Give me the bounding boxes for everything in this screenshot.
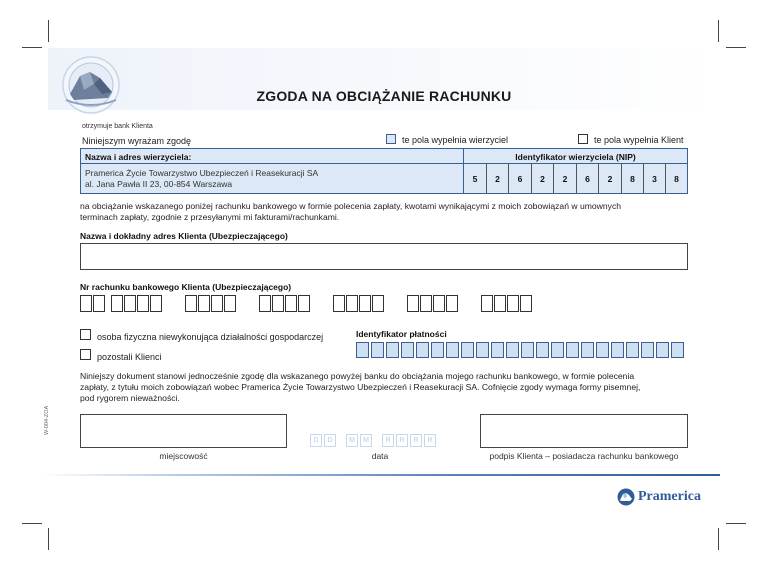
payment-id-cell[interactable] — [401, 342, 414, 358]
creditor-table — [80, 148, 688, 194]
payment-id-cell[interactable] — [551, 342, 564, 358]
place-caption: miejscowość — [159, 451, 208, 461]
account-cell[interactable] — [446, 295, 458, 312]
option-other-label: pozostali Klienci — [97, 352, 162, 362]
disclaimer-line3: pod rygorem nieważności. — [80, 393, 180, 403]
side-code: W-004-ZOA — [44, 405, 50, 435]
payment-id-cell[interactable] — [431, 342, 444, 358]
rock-logo-icon — [60, 54, 122, 116]
consent-text-line1: na obciążanie wskazanego poniżej rachunku bankowego w formie polecenia zapłaty, kwotami wynikającymi z moich zobowiązań w umownych — [80, 201, 622, 211]
payment-id-cell[interactable] — [491, 342, 504, 358]
account-cell[interactable] — [259, 295, 271, 312]
client-address-label: Nazwa i dokładny adres Klienta (Ubezpieczającego) — [80, 231, 288, 241]
creditor-name-label: Nazwa i adres wierzyciela: — [85, 152, 192, 162]
creditor-name-line2: al. Jana Pawła II 23, 00-854 Warszawa — [85, 179, 233, 189]
date-cell-year[interactable]: R — [410, 434, 422, 447]
place-field[interactable] — [80, 414, 287, 448]
account-cell[interactable] — [507, 295, 519, 312]
account-cell[interactable] — [198, 295, 210, 312]
payment-id-cell[interactable] — [596, 342, 609, 358]
account-cell[interactable] — [494, 295, 506, 312]
payment-id-cell[interactable] — [356, 342, 369, 358]
legend-creditor-box — [386, 134, 396, 144]
pramerica-logo-icon — [617, 488, 635, 506]
date-cell-year[interactable]: R — [396, 434, 408, 447]
disclaimer-line2: zapłaty, z tytułu moich zobowiązań wobec Pramerica Życie Towarzystwo Ubezpieczeń i Reasekuracji SA. Cofnięcie zgody wymaga formy pisemnej, — [80, 382, 641, 392]
payment-id-cell[interactable] — [521, 342, 534, 358]
payment-id-cell[interactable] — [581, 342, 594, 358]
nip-digit: 2 — [553, 164, 576, 193]
account-cell[interactable] — [80, 295, 92, 312]
date-caption: data — [371, 451, 389, 461]
consent-intro: Niniejszym wyrażam zgodę — [82, 136, 192, 146]
account-cell[interactable] — [407, 295, 419, 312]
account-cell[interactable] — [520, 295, 532, 312]
account-cell[interactable] — [420, 295, 432, 312]
payment-id-cell[interactable] — [641, 342, 654, 358]
account-cell[interactable] — [346, 295, 358, 312]
legend-client-label: te pola wypełnia Klient — [594, 135, 684, 145]
payment-id-field[interactable] — [356, 342, 688, 360]
account-cell[interactable] — [93, 295, 105, 312]
crop-mark — [22, 523, 42, 524]
nip-digit: 5 — [472, 173, 478, 184]
payment-id-cell[interactable] — [536, 342, 549, 358]
account-cell[interactable] — [124, 295, 136, 312]
payment-id-cell[interactable] — [566, 342, 579, 358]
signature-field[interactable] — [480, 414, 688, 448]
account-number-field[interactable] — [80, 295, 560, 313]
account-cell[interactable] — [481, 295, 493, 312]
recipient-note: otrzymuje bank Klienta — [82, 123, 153, 130]
date-cell-day[interactable]: D — [324, 434, 336, 447]
account-cell[interactable] — [433, 295, 445, 312]
account-label: Nr rachunku bankowego Klienta (Ubezpieczającego) — [80, 282, 292, 292]
account-cell[interactable] — [150, 295, 162, 312]
nip-digit: 6 — [576, 164, 598, 193]
disclaimer-line1: Niniejszy dokument stanowi jednocześnie zgodę dla wskazanego powyżej banku do obciążania mojego rachunku bankowego, w formie polecenia — [80, 371, 635, 381]
payment-id-cell[interactable] — [461, 342, 474, 358]
account-cell[interactable] — [333, 295, 345, 312]
crop-mark — [718, 20, 719, 42]
crop-mark — [718, 528, 719, 550]
account-cell[interactable] — [359, 295, 371, 312]
nip-digit: 3 — [643, 164, 665, 193]
account-cell[interactable] — [224, 295, 236, 312]
account-cell[interactable] — [298, 295, 310, 312]
date-cell-day[interactable]: D — [310, 434, 322, 447]
date-cell-year[interactable]: R — [424, 434, 436, 447]
payment-id-cell[interactable] — [656, 342, 669, 358]
account-cell[interactable] — [285, 295, 297, 312]
option-other-checkbox[interactable] — [80, 349, 91, 360]
crop-mark — [48, 20, 49, 42]
crop-mark — [726, 523, 746, 524]
date-cell-month[interactable]: M — [346, 434, 358, 447]
nip-digit: 2 — [486, 164, 508, 193]
payment-id-cell[interactable] — [371, 342, 384, 358]
payment-id-cell[interactable] — [446, 342, 459, 358]
option-individual-checkbox[interactable] — [80, 329, 91, 340]
payment-id-cell[interactable] — [476, 342, 489, 358]
legend-client-box — [578, 134, 588, 144]
account-cell[interactable] — [137, 295, 149, 312]
payment-id-cell[interactable] — [671, 342, 684, 358]
nip-label: Identyfikator wierzyciela (NIP) — [515, 152, 636, 162]
bottom-rule — [40, 474, 720, 476]
nip-digits — [464, 164, 687, 193]
client-address-field[interactable] — [80, 243, 688, 270]
consent-text-line2: terminach zapłaty, zgodnie z przesyłanymi mi fakturami/rachunkami. — [80, 212, 340, 222]
creditor-name-line1: Pramerica Życie Towarzystwo Ubezpieczeń i Reasekuracji SA — [85, 168, 319, 178]
account-cell[interactable] — [111, 295, 123, 312]
date-cell-month[interactable]: M — [360, 434, 372, 447]
account-cell[interactable] — [185, 295, 197, 312]
signature-caption: podpis Klienta – posiadacza rachunku bankowego — [489, 451, 679, 461]
payment-id-cell[interactable] — [386, 342, 399, 358]
account-cell[interactable] — [372, 295, 384, 312]
crop-mark — [22, 47, 42, 48]
payment-id-cell[interactable] — [506, 342, 519, 358]
account-cell[interactable] — [211, 295, 223, 312]
crop-mark — [726, 47, 746, 48]
crop-mark — [48, 528, 49, 550]
payment-id-label: Identyfikator płatności — [356, 329, 447, 339]
account-cell[interactable] — [272, 295, 284, 312]
date-cell-year[interactable]: R — [382, 434, 394, 447]
nip-digit: 6 — [508, 164, 531, 193]
legend-creditor-label: te pola wypełnia wierzyciel — [402, 135, 509, 145]
date-field[interactable] — [310, 434, 460, 448]
payment-id-cell[interactable] — [611, 342, 624, 358]
form-title: ZGODA NA OBCIĄŻANIE RACHUNKU — [256, 88, 512, 104]
nip-digit: 2 — [531, 164, 553, 193]
brand-name: Pramerica — [638, 489, 701, 504]
nip-digit: 8 — [665, 164, 687, 193]
payment-id-cell[interactable] — [626, 342, 639, 358]
payment-id-cell[interactable] — [416, 342, 429, 358]
nip-digit: 8 — [621, 164, 643, 193]
option-individual-label: osoba fizyczna niewykonująca działalności gospodarczej — [97, 332, 324, 342]
nip-digit: 2 — [598, 164, 621, 193]
